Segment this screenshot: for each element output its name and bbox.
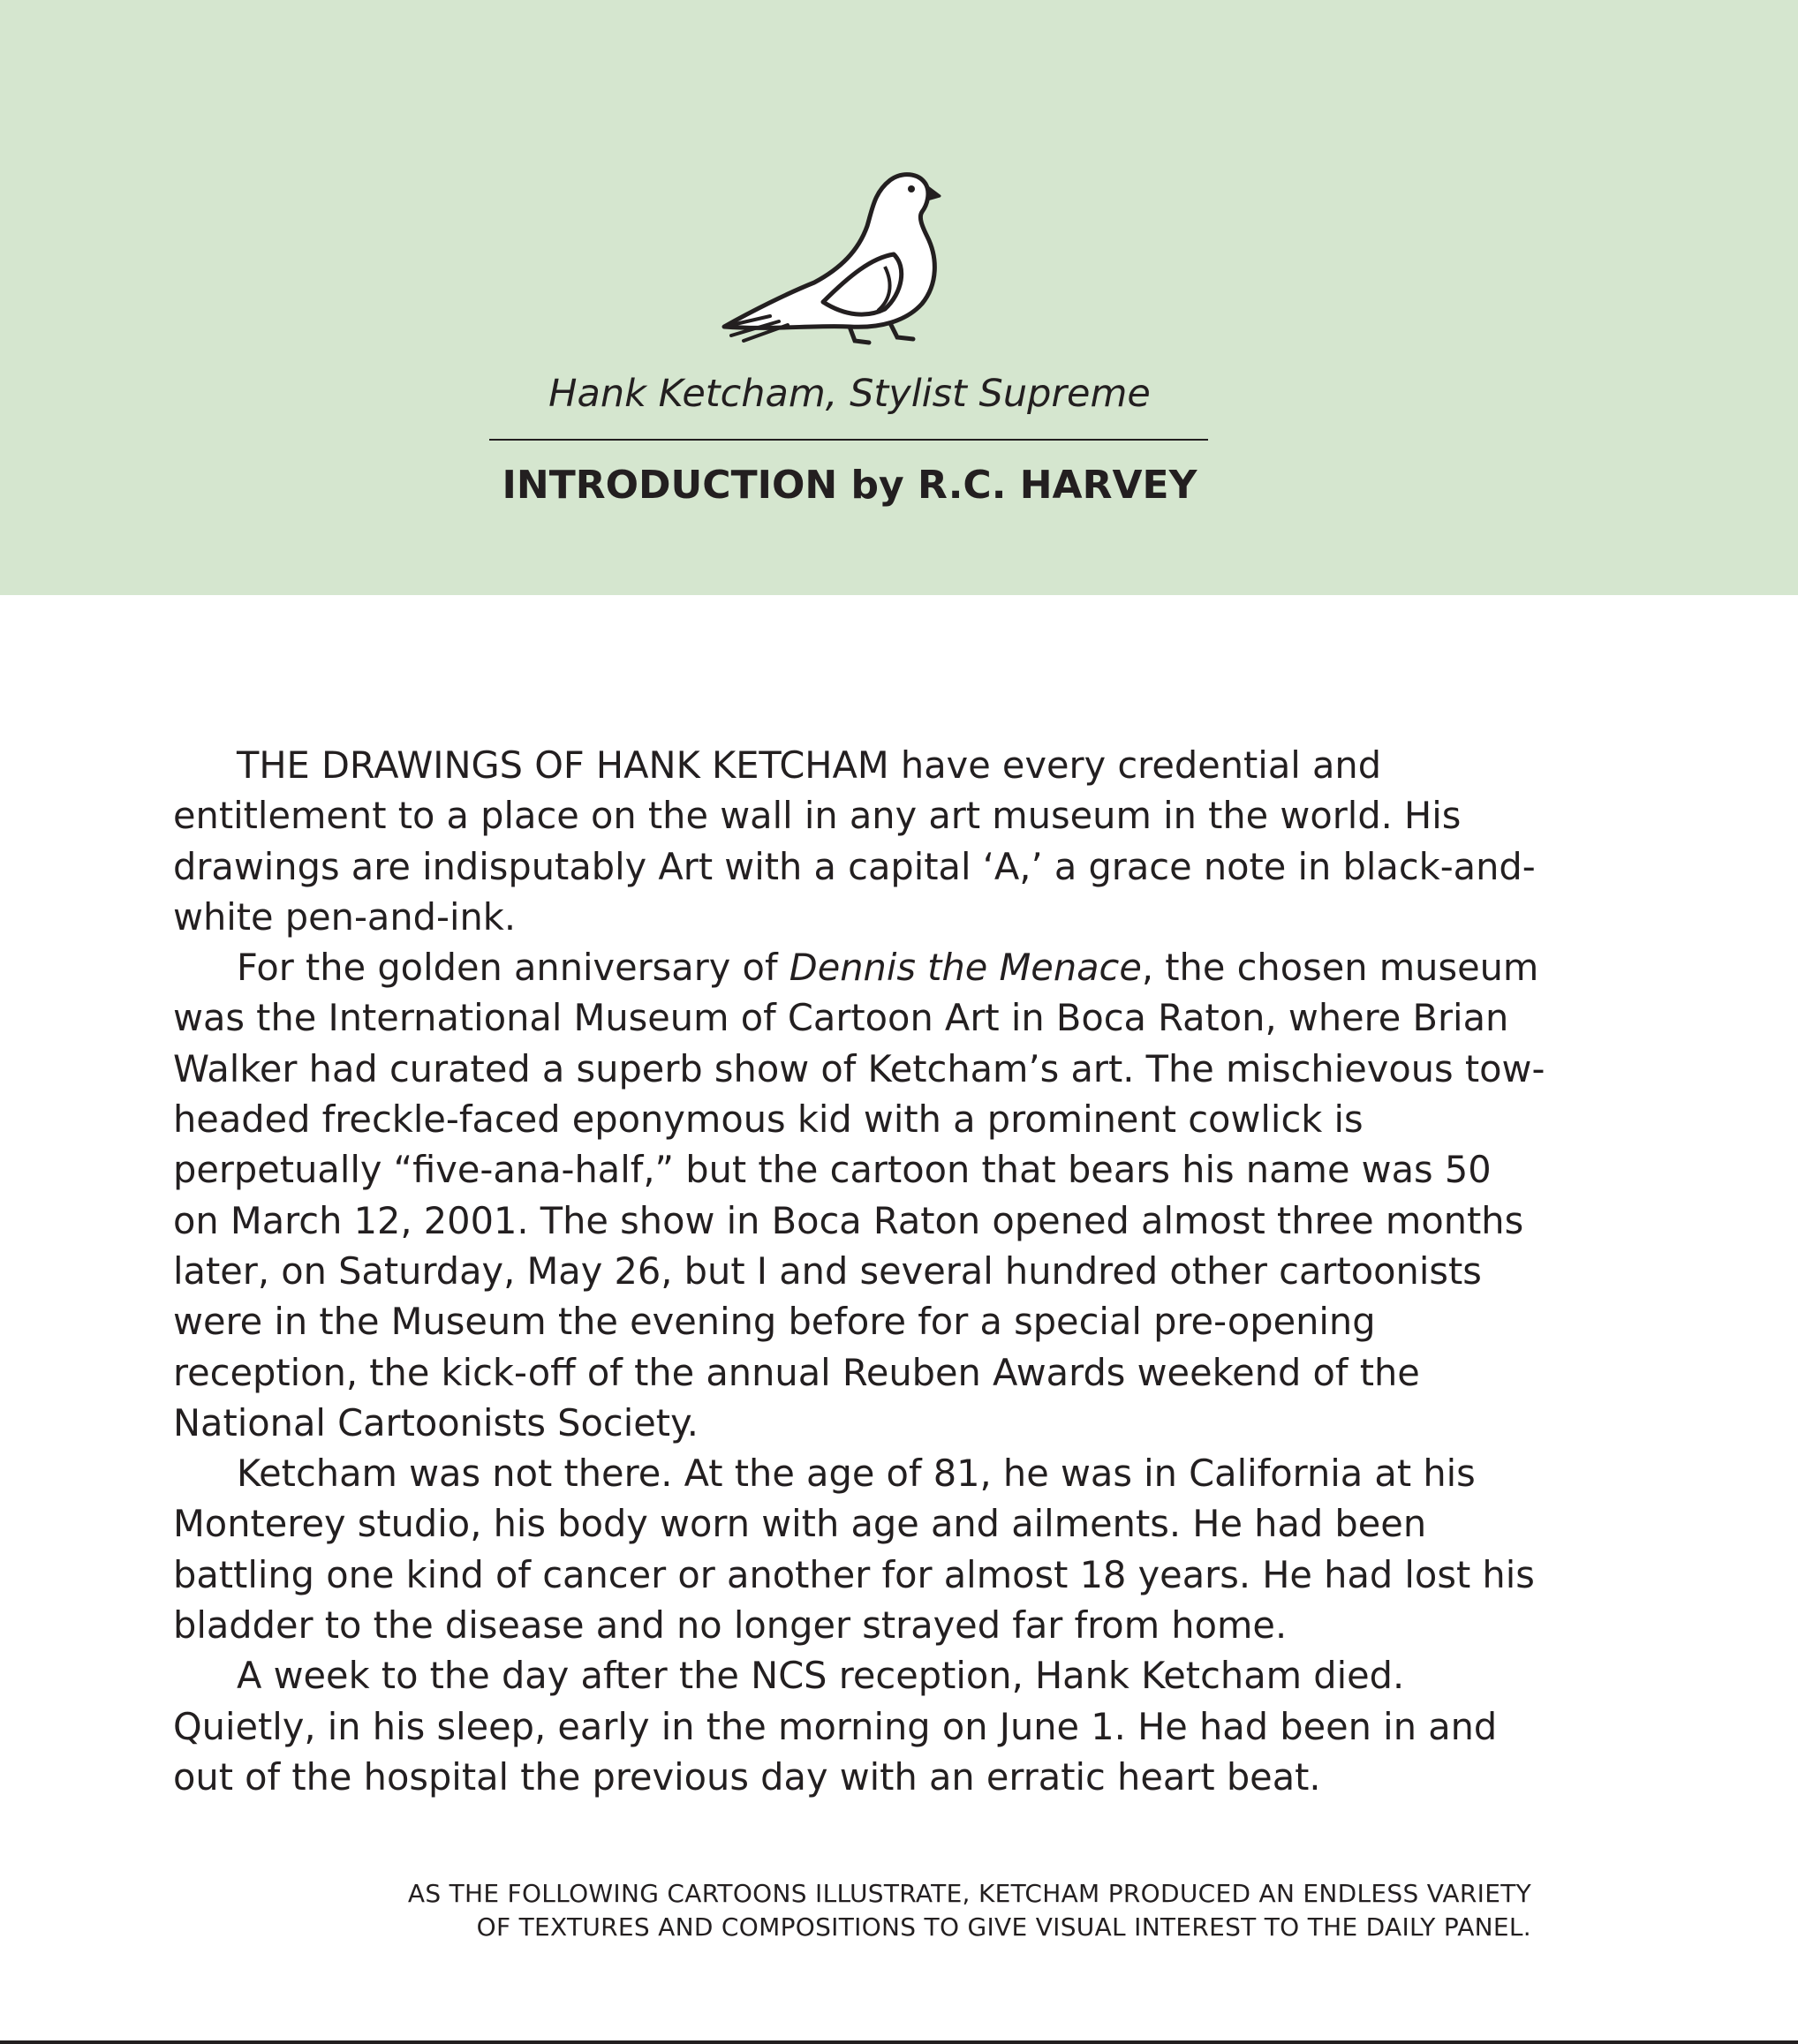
- book-title: Dennis the Menace: [789, 946, 1142, 990]
- header-band: [0, 0, 1798, 595]
- paragraph-1: THE DRAWINGS OF HANK KETCHAM have every credential and entitlement to a place on the wall in any art museum in the world. His drawings are indisputably Art with a capital ‘A,’ a grace note in black-and-white pen-and-ink.: [173, 743, 1536, 939]
- caption: [295, 1877, 1531, 1944]
- page-title: INTRODUCTION by R.C. HARVEY: [502, 463, 1197, 508]
- paragraph-3: Ketcham was not there. At the age of 81, he was in California at his Monterey studio, his body worn with age and ailments. He had been battling one kind of cancer or another for almost 18 years. He had lost his bladder to the disease and no longer strayed far from home.: [173, 1452, 1535, 1648]
- caption-line-1: AS THE FOLLOWING CARTOONS ILLUSTRATE, KETCHAM PRODUCED AN ENDLESS VARIETY: [407, 1879, 1531, 1908]
- subtitle: Hank Ketcham, Stylist Supreme: [548, 372, 1151, 416]
- caption-line-2: OF TEXTURES AND COMPOSITIONS TO GIVE VISUAL INTEREST TO THE DAILY PANEL.: [476, 1912, 1531, 1942]
- body-text: [173, 740, 1547, 1802]
- paragraph-2-rest: , the chosen museum was the International Museum of Cartoon Art in Boca Raton, where Brian Walker had curated a superb show of Ketcham’s art. The mischievous tow-headed freckle-faced eponymous kid with a prominent cowlick is perpetually “five-ana-half,” but the cartoon that bears his name was 50 on March 12, 2001. The show in Boca Raton opened almost three months later, on Saturday, May 26, but I and several hundred other cartoonists were in the Museum the evening before for a special pre-opening reception, the kick-off of the annual Reuben Awards weekend of the National Cartoonists Society.: [173, 946, 1545, 1444]
- title-divider: [489, 439, 1208, 441]
- dove-icon: [717, 170, 956, 346]
- paragraph-2: [173, 942, 1547, 1448]
- paragraph-2-lead: For the golden anniversary of: [237, 946, 789, 990]
- paragraph-4: A week to the day after the NCS reception, Hank Ketcham died. Quietly, in his sleep, early in the morning on June 1. He had been in and out of the hospital the previous day with an erratic heart beat.: [173, 1654, 1498, 1799]
- bottom-rule: [0, 2040, 1798, 2044]
